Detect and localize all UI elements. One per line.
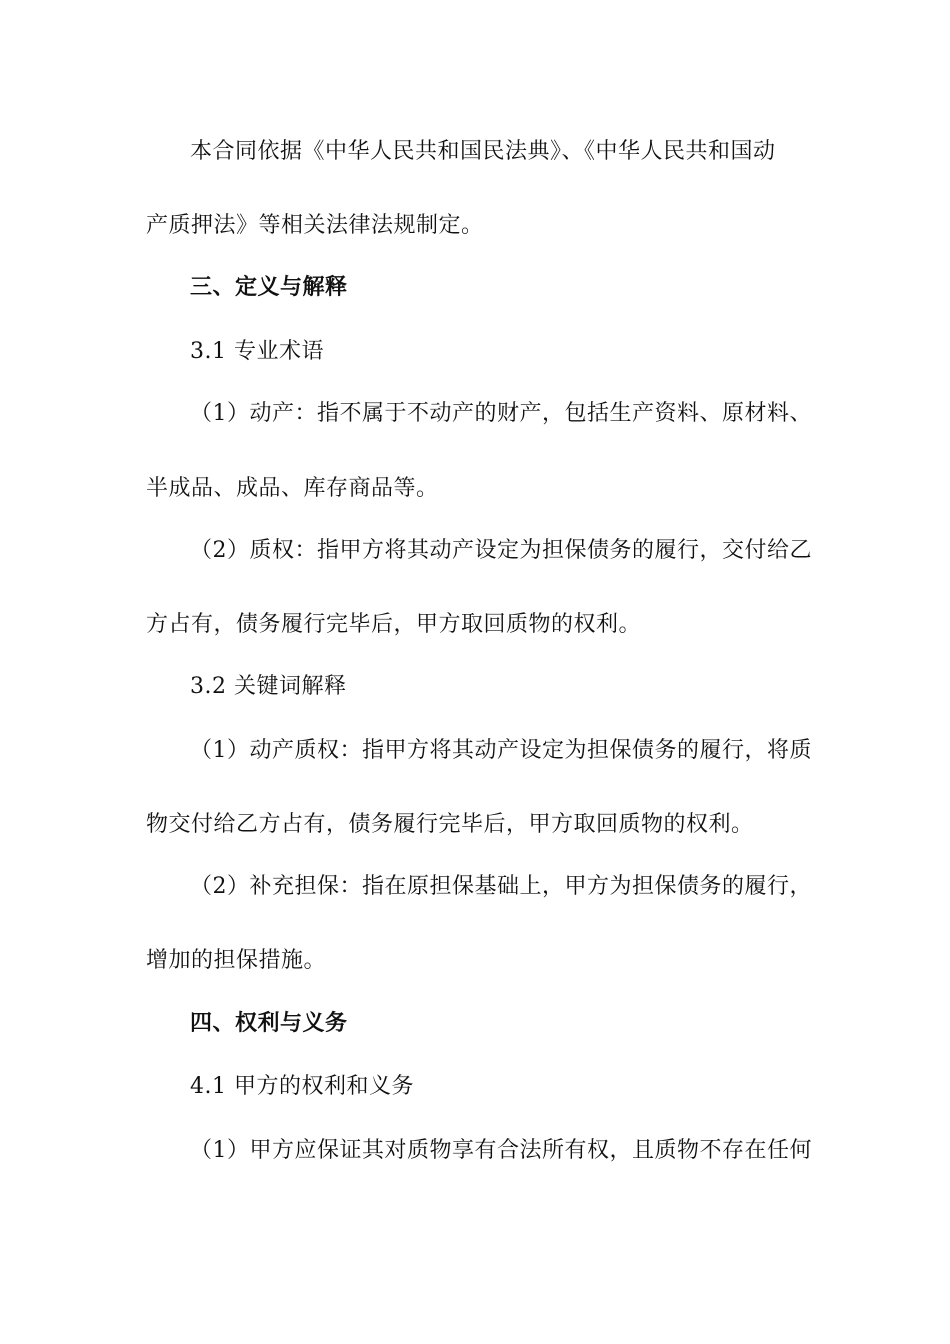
- keyword-supplementary-guarantee-line1: （2）补充担保：指在原担保基础上，甲方为担保债务的履行，: [190, 874, 812, 899]
- subsection-heading-4-1: 4.1 甲方的权利和义务: [190, 1074, 414, 1099]
- keyword-supplementary-guarantee-line2: 增加的担保措施。: [146, 948, 327, 973]
- paragraph-basis-line2: 产质押法》等相关法律法规制定。: [146, 213, 484, 238]
- subsection-heading-3-2: 3.2 关键词解释: [190, 674, 347, 699]
- term-movable-property-line1: （1）动产：指不属于不动产的财产，包括生产资料、原材料、: [190, 401, 812, 426]
- term-pledge-right-line2: 方占有，债务履行完毕后，甲方取回质物的权利。: [146, 612, 642, 637]
- party-a-obligation-line1: （1）甲方应保证其对质物享有合法所有权，且质物不存在任何: [190, 1138, 812, 1163]
- keyword-movable-pledge-line1: （1）动产质权：指甲方将其动产设定为担保债务的履行，将质: [190, 738, 812, 763]
- term-movable-property-line2: 半成品、成品、库存商品等。: [146, 476, 439, 501]
- term-pledge-right-line1: （2）质权：指甲方将其动产设定为担保债务的履行，交付给乙: [190, 538, 812, 563]
- section-heading-definitions: 三、定义与解释: [190, 275, 348, 300]
- subsection-heading-3-1: 3.1 专业术语: [190, 339, 324, 364]
- paragraph-basis-line1: 本合同依据《中华人民共和国民法典》、《中华人民共和国动: [190, 139, 776, 164]
- section-heading-rights-obligations: 四、权利与义务: [190, 1011, 348, 1036]
- keyword-movable-pledge-line2: 物交付给乙方占有，债务履行完毕后，甲方取回质物的权利。: [146, 812, 754, 837]
